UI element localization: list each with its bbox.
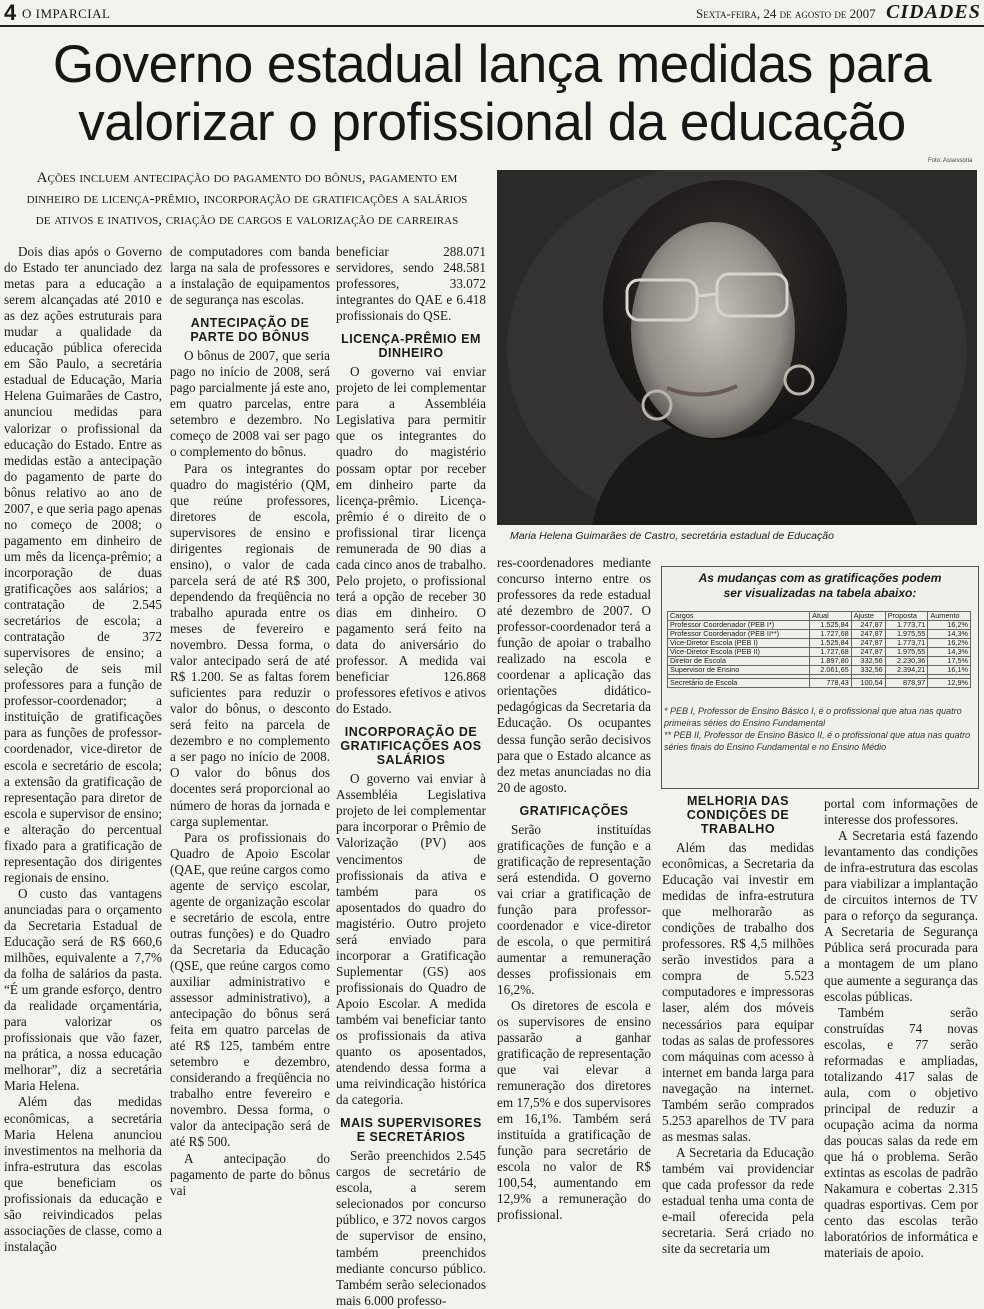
paragraph: O bônus de 2007, que seria pago no início de 2008, será pago parcialmente já este ano, em quatro parcelas, entre setembro e dezembro. No começo de 2008 vai ser pago o complemento do bônus.	[170, 348, 330, 460]
headline-line-1: Governo estadual lança medidas para	[52, 35, 932, 94]
table-cell: 1.975,55	[885, 630, 928, 639]
paragraph: de computadores com banda larga na sala de professores e a instalação de equipamentos de segurança nas escolas.	[170, 244, 330, 308]
header-atual: Atual	[810, 612, 852, 621]
paragraph: Além das medidas econômicas, a Secretaria da Educação vai investir em medidas de infra-estrutura que melhorarão as condições de trabalho dos professores. R$ 4,5 milhões serão investidos para a compra de 5.523 computadores e impressoras laser, além dos móveis necessários para equipar todas as salas de professores com máquinas com acesso à internet em banda larga para navegação na internet. Também serão comprados 5.253 aparelhos de TV para as mesmas salas.	[662, 840, 814, 1144]
column-6	[824, 796, 978, 1261]
table-cell: 17,5%	[928, 657, 971, 666]
table-note-2: ** PEB II, Professor de Ensino Básico II, é o profissional que atua nas quatro séries finais do Ensino Fundamental e no Ensino Médio	[664, 730, 971, 752]
subhead-supervisores: MAIS SUPERVISORES E SECRETÁRIOS	[340, 1116, 482, 1145]
table-title	[674, 571, 966, 601]
dateline: Sexta-feira, 24 de agosto de 2007	[696, 6, 876, 21]
column-4	[497, 555, 651, 1223]
header-proposta: Proposta	[885, 612, 928, 621]
subhead-melhoria: MELHORIA DAS CONDIÇÕES DE TRABALHO	[686, 794, 790, 836]
table-cell: 332,56	[851, 657, 885, 666]
paragraph: Serão preenchidos 2.545 cargos de secretário de escola, a serem selecionados por concurso público, e 372 novos cargos de supervisor de ensino, também preenchidos mediante concurso público. Também serão selecionados mais 6.000 professo-	[336, 1148, 486, 1308]
column-3	[336, 244, 486, 1309]
table-cell: 1.897,80	[810, 657, 852, 666]
headline-line-2: valorizar o profissional da educação	[78, 93, 906, 152]
photo-caption: Maria Helena Guimarães de Castro, secretária estadual de Educação	[510, 530, 834, 542]
table-cell: 1.975,55	[885, 648, 928, 657]
table-title-line-1: As mudanças com as gratificações podem	[698, 571, 942, 585]
portrait-photo	[497, 170, 977, 525]
table-cell: 14,3%	[928, 648, 971, 657]
table-cell: Vice-Diretor Escola (PEB I)	[668, 639, 810, 648]
table-cell: 247,87	[851, 648, 885, 657]
table-cell: 778,43	[810, 679, 852, 688]
subhead-gratificacoes: GRATIFICAÇÕES	[519, 803, 629, 818]
table-cell: 2.230,36	[885, 657, 928, 666]
paragraph: Serão instituídas gratificações de função e a gratificação de representação será estendida. O governo vai criar a gratificação de função para professor-coordenador e vice-diretor de escola, o que permitirá aumentar a remuneração desses profissionais em 16,2%.	[497, 821, 651, 998]
table-cell: 1.525,84	[810, 621, 852, 630]
table-cell: Professor Coordenador (PEB I*)	[668, 621, 810, 630]
table-cell: 247,87	[851, 630, 885, 639]
table-cell: 100,54	[851, 679, 885, 688]
header-aumento: Aumento	[928, 612, 971, 621]
portrait-illustration	[497, 170, 977, 525]
column-1	[4, 244, 162, 1255]
paragraph: O governo vai enviar projeto de lei complementar para a Assembléia Legislativa para permitir que os integrantes do quadro do magistério possam optar por receber em dinheiro parte da licença-prêmio. Licença-prêmio é o direito de o profissional tirar licença remunerada de 90 dias a cada cinco anos de trabalho. Pelo projeto, o profissional terá a opção de receber 30 dias em dinheiro. O pagamento será feito na data do aniversário do professor. A medida vai beneficiar 126.868 professores efetivos e ativos do Estado.	[336, 364, 486, 717]
table-cell: Diretor de Escola	[668, 657, 810, 666]
column-5	[662, 794, 814, 1257]
table-cell: 1.727,68	[810, 630, 852, 639]
table-cell: 2.061,65	[810, 666, 852, 675]
paragraph: Para os integrantes do quadro do magistério (QM, que reúne professores, diretores de escola, supervisores de ensino e dirigentes regionais de ensino), o valor de cada parcela será de até R$ 300, dependendo da freqüência no trabalho apurada entre os meses de fevereiro e novembro. Dessa forma, o valor antecipado será de até R$ 1.200. Se as faltas forem suficientes para reduzir o valor do bônus, o desconto será feito na parcela de dezembro e no complemento a ser pago no início de 2008. O valor do bônus dos docentes será proporcional ao número de horas da jornada e carga suplementar.	[170, 460, 330, 829]
paragraph: portal com informações de interesse dos professores.	[824, 796, 978, 828]
page-header	[0, 0, 984, 26]
newspaper-name: O IMPARCIAL	[22, 6, 111, 21]
table-row	[668, 679, 971, 688]
paragraph: Também serão construídas 74 novas escolas, e 77 serão reformadas e ampliadas, totalizando 417 salas de aula, com o objetivo principal de reduzir a ocupação acima da norma das poucas salas da rede em que há o problema. Serão extintas as escolas de padrão Nakamura e cobertas 2.315 quadras esportivas. Cem por cento das escolas terão laboratórios de informática e materiais de apoio.	[824, 1004, 978, 1261]
table-cell: 1.525,84	[810, 639, 852, 648]
table-row	[668, 666, 971, 675]
paragraph: A antecipação do pagamento de parte do bônus vai	[170, 1150, 330, 1198]
table-cell: 16,2%	[928, 621, 971, 630]
subhead-incorporacao: INCORPORAÇÃO DE GRATIFICAÇÕES AOS SALÁRIOS	[340, 725, 482, 768]
header-cargos: Cargos	[668, 612, 810, 621]
table-cell: Supervisor de Ensino	[668, 666, 810, 675]
paragraph: beneficiar 288.071 servidores, sendo 248.581 professores, 33.072 integrantes do QAE e 6.418 profissionais do QSE.	[336, 244, 486, 324]
paragraph: O custo das vantagens anunciadas para o orçamento da Secretaria Estadual de Educação será de R$ 660,6 milhões, equivalente a 7,7% da folha de salários da pasta. “É um grande esforço, dentro da realidade orçamentária, para valorizar os profissionais que vão fazer, na prática, a nossa educação melhorar”, diz a secretária Maria Helena.	[4, 885, 162, 1094]
paragraph: O governo vai enviar à Assembléia Legislativa projeto de lei complementar para incorporar o Prêmio de Valorização (PV) aos vencimentos de profissionais da ativa e também para os aposentados do quadro do magistério. Outro projeto será enviado para incorporar a Gratificação Suplementar (GS) aos profissionais do Quadro de Apoio Escolar. A medida também vai beneficiar tanto os profissionais da ativa quanto os aposentados, atendendo dessa forma a uma reivindicação histórica da categoria.	[336, 771, 486, 1108]
paragraph: A Secretaria está fazendo levantamento das condições de infra-estrutura das escolas para viabilizar a implantação de circuitos internos de TV para o reforço da segurança. A Secretaria de Segurança Pública será procurada para a montagem de um plano que aumente a segurança das escolas públicas.	[824, 828, 978, 1004]
table-cell: 12,9%	[928, 679, 971, 688]
table-cell: Vice-Diretor Escola (PEB II)	[668, 648, 810, 657]
table-cell: Professor Coordenador (PEB II**)	[668, 630, 810, 639]
photo-credit: Foto: Assessoria	[928, 158, 973, 164]
deck: Ações incluem antecipação do pagamento do bônus, pagamento em dinheiro de licença-prêmio, incorporação de gratificações a salários de ativos e inativos, criação de cargos e valorização de carreiras	[26, 170, 468, 228]
page-number: 4	[4, 0, 17, 25]
paragraph: Os diretores de escola e os supervisores de ensino passarão a ganhar gratificação de representação que vai elevar a remuneração dos diretores em 17,5% e dos supervisores em 16,1%. Também será instituída a gratificação de função para secretário de escola no valor de R$ 100,54, aumentando em 12,9% a remuneração do profissional.	[497, 998, 651, 1222]
paragraph: Além das medidas econômicas, a secretária Maria Helena anunciou investimentos na melhoria da infra-estrutura das escolas que beneficiam os profissionais da educação e são reivindicados pelas associações de classe, como a instalação	[4, 1094, 162, 1254]
paragraph: Para os profissionais do Quadro de Apoio Escolar (QAE, que reúne cargos como agente de serviço escolar, agente de organização escolar e secretário de escola, entre outras funções) e do Quadro da Secretaria da Educação (QSE, que reúne cargos como auxiliar administrativo e assessor administrativo), a antecipação do bônus será feita em quatro parcelas de até R$ 125, também entre setembro e dezembro, considerando a freqüência no trabalho entre fevereiro e novembro. Dessa forma, o valor da antecipação será de até R$ 500.	[170, 829, 330, 1150]
table-cell: 1.773,71	[885, 621, 928, 630]
table-cell: Secretário de Escola	[668, 679, 810, 688]
table-cell: 1.773,71	[885, 639, 928, 648]
table-cell: 14,3%	[928, 630, 971, 639]
paragraph: Dois dias após o Governo do Estado ter anunciado dez metas para a educação a serem alcançadas até 2010 e as dez ações estruturais para mudar a qualidade da educação pública oferecida em São Paulo, a secretária estadual de Educação, Maria Helena Guimarães de Castro, anunciou medidas para valorizar o profissional da educação do Estado. Entre as medidas estão a antecipação do pagamento de parte do bônus relativo ao ano de 2007, e que seria pago apenas no começo de 2008; o pagamento em dinheiro de um mês da licença-prêmio; a incorporação de duas gratificações aos salários; a contratação de 2.545 secretários de escola; a contratação de 372 supervisores de ensino; a seleção de seis mil professores para a função de professor-coordenador; a instituição de gratificações para as funções de professor-coordenador, vice-diretor de escola e secretário de escola; a extensão da gratificação de representação para diretor de escola e supervisor de ensino; e alteração do percentual fixado para a gratificação de representação dos dirigentes regionais de ensino.	[4, 244, 162, 885]
table-cell: 16,2%	[928, 639, 971, 648]
table-cell: 878,97	[885, 679, 928, 688]
table-cell: 332,56	[851, 666, 885, 675]
table-cell: 247,87	[851, 621, 885, 630]
subhead-licenca: LICENÇA-PRÊMIO EM DINHEIRO	[341, 332, 481, 361]
header-ajuste: Ajuste	[851, 612, 885, 621]
table-cell: 16,1%	[928, 666, 971, 675]
table-cell: 247,87	[851, 639, 885, 648]
table-notes	[664, 705, 974, 753]
table-cell: 1.727,68	[810, 648, 852, 657]
column-2	[170, 244, 330, 1199]
table-title-line-2: ser visualizadas na tabela abaixo:	[723, 586, 917, 600]
subhead-antecipacao: ANTECIPAÇÃO DE PARTE DO BÔNUS	[190, 316, 310, 345]
section-name: CIDADES	[886, 1, 981, 23]
headline	[0, 36, 984, 152]
header-rule	[0, 25, 984, 27]
gratification-table	[667, 611, 971, 688]
paragraph: res-coordenadores mediante concurso interno entre os professores da rede estadual até dezembro de 2007. O professor-coordenador terá a função de apoiar o trabalho realizado na escola e coordenar a aplicação das orientações didático-pedagógicas da Secretaria da Educação. Os ocupantes dessa função serão decisivos para que o Estado alcance as dez metas anunciadas no dia 20 de agosto.	[497, 555, 651, 795]
table-note-1: * PEB I, Professor de Ensino Básico I, é o profissional que atua nas quatro primeiras séries do Ensino Fundamental	[664, 706, 962, 728]
paragraph: A Secretaria da Educação também vai providenciar que cada professor da rede estadual tenha uma conta de e-mail oferecida pela secretaria. Será criado no site da secretaria um	[662, 1144, 814, 1257]
table-cell: 2.394,21	[885, 666, 928, 675]
